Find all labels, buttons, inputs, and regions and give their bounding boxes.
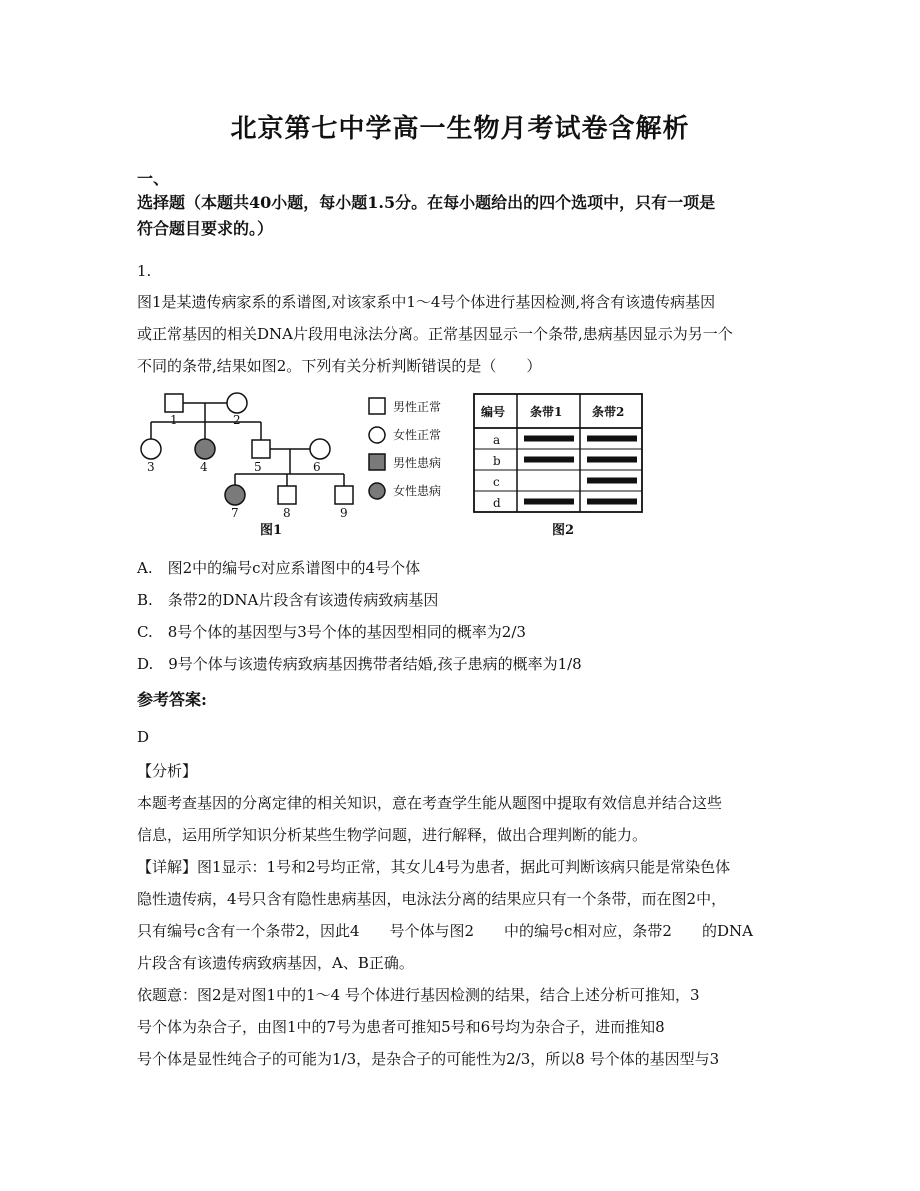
label-9: 9 xyxy=(340,506,348,520)
legend-normal-female-icon xyxy=(369,427,385,443)
figure-svg xyxy=(137,388,657,548)
table-header-band1: 条带1 xyxy=(530,405,563,419)
gel-table-headers xyxy=(481,404,624,419)
individual-7-affected-female xyxy=(225,485,245,505)
pedigree-figure1 xyxy=(141,393,353,505)
individual-1-normal-male xyxy=(165,394,183,412)
label-2: 2 xyxy=(233,413,241,427)
detail-line: 依题意：图2是对图1中的1～4 号个体进行基因检测的结果，结合上述分析可推知，3 xyxy=(137,986,700,1004)
label-3: 3 xyxy=(147,460,155,474)
label-4: 4 xyxy=(200,460,208,474)
legend-affected-female-icon xyxy=(369,483,385,499)
detail-line: 只有编号c含有一个条带2，因此4 号个体与图2 中的编号c相对应，条带2 的DNA xyxy=(137,922,753,940)
band-c-band2 xyxy=(587,478,637,484)
detail-line: 【详解】图1显示：1号和2号均正常，其女儿4号为患者，据此可判断该病只能是常染色体 xyxy=(137,858,731,876)
section-heading-line2: 符合题目要求的。） xyxy=(137,219,274,238)
individual-3-normal-female xyxy=(141,439,161,459)
section-heading-line1: 选择题（本题共40小题，每小题1.5分。在每小题给出的四个选项中，只有一项是 xyxy=(137,193,716,212)
legend-normal-male: 男性正常 xyxy=(393,400,442,414)
detail-line: 号个体为杂合子，由图1中的7号为患者可推知5号和6号均为杂合子，进而推知8 xyxy=(137,1018,665,1036)
option-c: C. 8号个体的基因型与3号个体的基因型相同的概率为2/3 xyxy=(137,623,526,641)
row-id-a: a xyxy=(493,433,501,447)
row-id-b: b xyxy=(493,454,501,468)
question-stem-line: 不同的条带,结果如图2。下列有关分析判断错误的是（ ） xyxy=(137,357,542,375)
figure2-caption: 图2 xyxy=(552,523,575,538)
figure-area xyxy=(137,388,657,552)
detail-line: 片段含有该遗传病致病基因，A、B正确。 xyxy=(137,954,414,972)
legend xyxy=(369,398,385,499)
answer-label: 参考答案: xyxy=(137,690,207,709)
page-title: 北京第七中学高一生物月考试卷含解析 xyxy=(230,114,690,144)
gel-table-row-ids xyxy=(493,433,501,510)
label-6: 6 xyxy=(313,460,321,474)
individual-6-normal-female xyxy=(310,439,330,459)
individual-2-normal-female xyxy=(227,393,247,413)
individual-4-affected-female xyxy=(195,439,215,459)
table-header-id: 编号 xyxy=(481,405,506,419)
pedigree-labels xyxy=(147,413,348,538)
band-d-band1 xyxy=(524,499,574,505)
analysis-line: 信息，运用所学知识分析某些生物学问题，进行解释，做出合理判断的能力。 xyxy=(137,826,648,844)
individual-8-normal-male xyxy=(278,486,296,504)
legend-affected-male: 男性患病 xyxy=(393,456,442,470)
label-7: 7 xyxy=(231,506,239,520)
question-stem-line: 图1是某遗传病家系的系谱图,对该家系中1～4号个体进行基因检测,将含有该遗传病基因 xyxy=(137,293,716,311)
option-b: B. 条带2的DNA片段含有该遗传病致病基因 xyxy=(137,591,439,609)
question-number: 1. xyxy=(137,262,152,280)
analysis-line: 本题考查基因的分离定律的相关知识，意在考查学生能从题图中提取有效信息并结合这些 xyxy=(137,794,723,812)
legend-text xyxy=(393,399,441,498)
band-b-band1 xyxy=(524,457,574,463)
individual-5-normal-male xyxy=(252,440,270,458)
question-stem-line: 或正常基因的相关DNA片段用电泳法分离。正常基因显示一个条带,患病基因显示为另一个 xyxy=(137,325,733,343)
row-id-d: d xyxy=(493,496,501,510)
detail-line: 号个体是显性纯合子的可能为1/3，是杂合子的可能性为2/3，所以8 号个体的基因型与3 xyxy=(137,1050,720,1068)
figure1-caption: 图1 xyxy=(260,523,283,538)
legend-affected-male-icon xyxy=(369,454,385,470)
label-1: 1 xyxy=(170,413,178,427)
table-header-band2: 条带2 xyxy=(592,405,625,419)
band-b-band2 xyxy=(587,457,637,463)
band-d-band2 xyxy=(587,499,637,505)
section-number: 一、 xyxy=(137,169,170,188)
band-a-band2 xyxy=(587,436,637,442)
option-a: A. 图2中的编号c对应系谱图中的4号个体 xyxy=(137,559,421,577)
answer-value: D xyxy=(137,728,150,746)
row-id-c: c xyxy=(493,475,500,489)
band-a-band1 xyxy=(524,436,574,442)
legend-normal-male-icon xyxy=(369,398,385,414)
individual-9-normal-male xyxy=(335,486,353,504)
detail-line: 隐性遗传病，4号只含有隐性患病基因，电泳法分离的结果应只有一个条带，而在图2中， xyxy=(137,890,727,908)
analysis-tag: 【分析】 xyxy=(137,762,198,780)
label-8: 8 xyxy=(283,506,291,520)
option-d: D. 9号个体与该遗传病致病基因携带者结婚,孩子患病的概率为1/8 xyxy=(137,655,582,673)
label-5: 5 xyxy=(254,460,262,474)
legend-affected-female: 女性患病 xyxy=(393,484,442,498)
legend-normal-female: 女性正常 xyxy=(393,428,442,442)
